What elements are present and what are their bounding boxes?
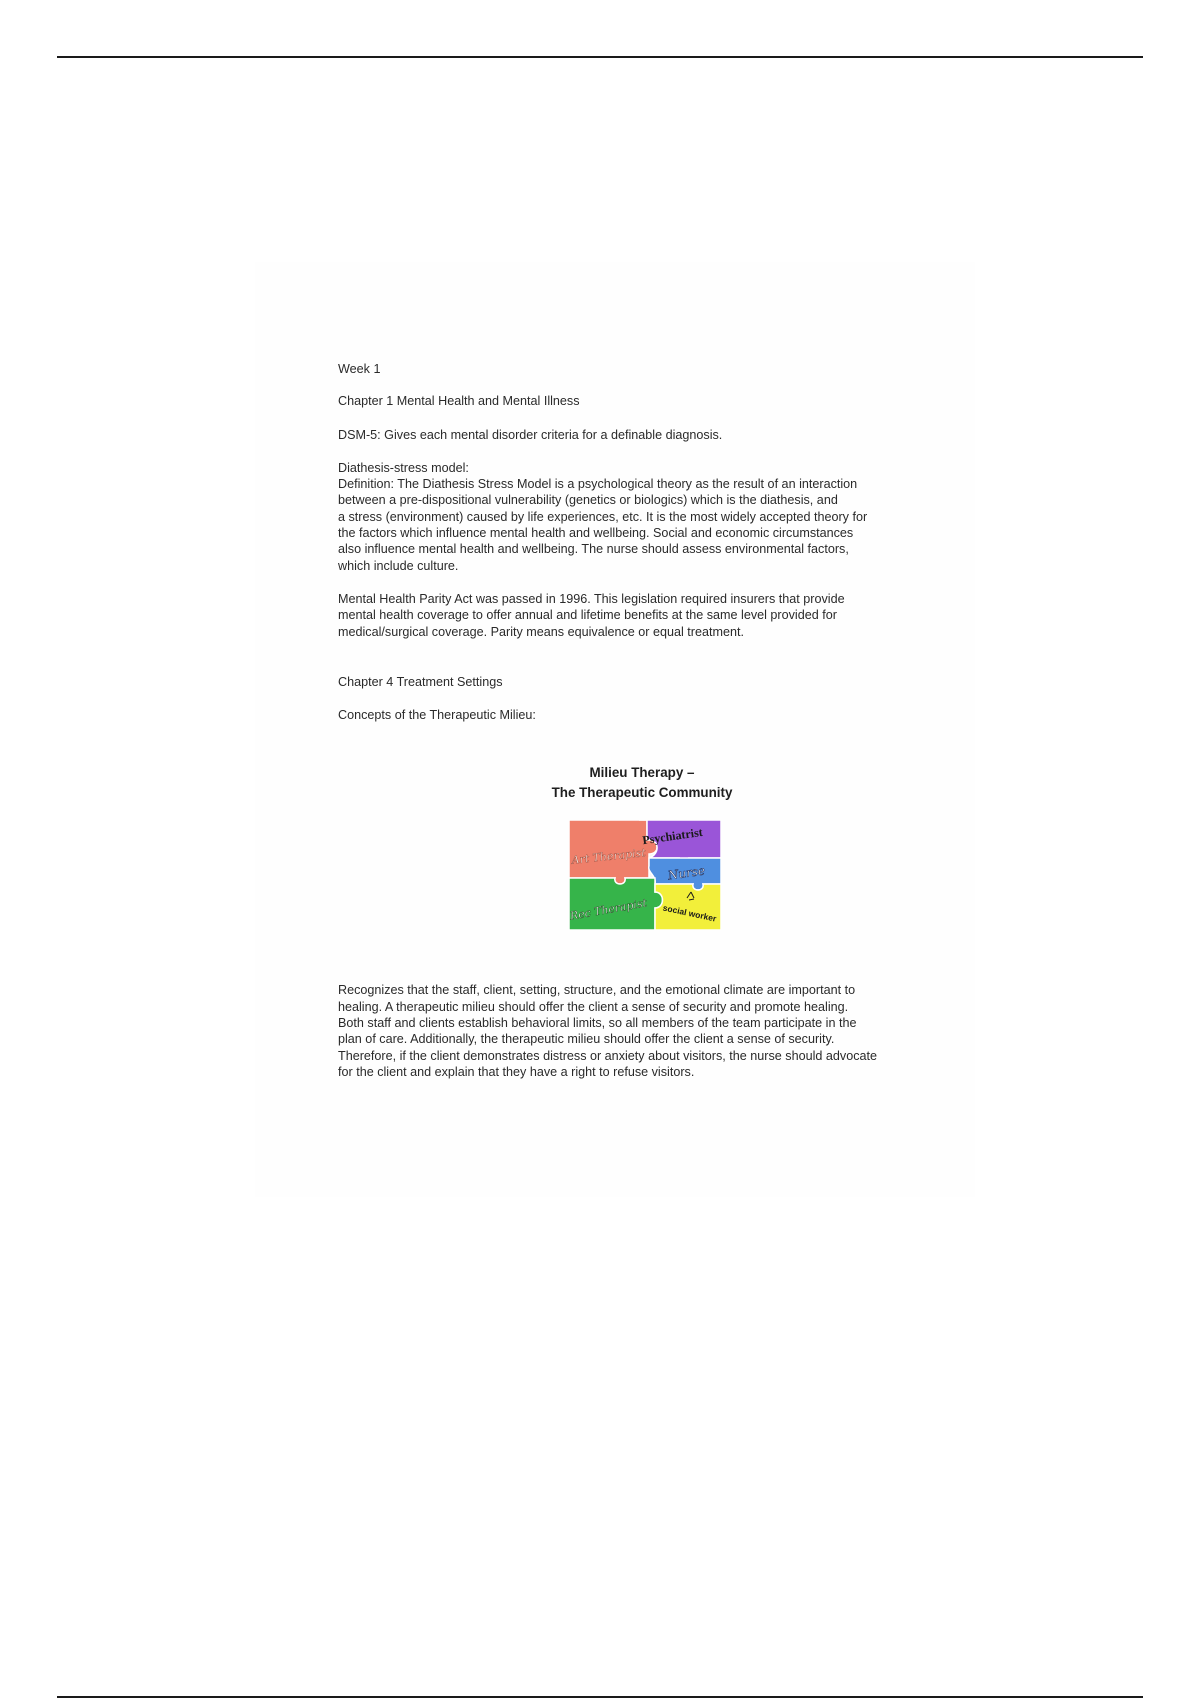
puzzle-label-art-therapist: Art Therapist — [570, 846, 647, 868]
parity-paragraph — [338, 591, 958, 640]
paragraph-line: Both staff and clients establish behavioral limits, so all members of the team participate in the — [338, 1016, 857, 1031]
paragraph-line: the factors which influence mental health and wellbeing. Social and economic circumstances — [338, 526, 854, 541]
puzzle-label-social-worker: social worker — [662, 902, 718, 925]
paragraph-line: between a pre-dispositional vulnerability (genetics or biologics) which is the diathesis, and — [338, 493, 838, 508]
chapter-1-heading: Chapter 1 Mental Health and Mental Illness — [338, 394, 580, 409]
chapter-4-heading: Chapter 4 Treatment Settings — [338, 674, 503, 689]
puzzle-label-nurse: Nurse — [667, 863, 706, 884]
puzzle-label-psychiatrist: Psychiatrist — [641, 825, 704, 848]
puzzle-svg — [569, 820, 721, 930]
paragraph-line: plan of care. Additionally, the therapeutic milieu should offer the client a sense of security. — [338, 1032, 835, 1047]
paragraph-line: for the client and explain that they have a right to refuse visitors. — [338, 1064, 695, 1079]
milieu-therapy-figure — [338, 763, 958, 930]
document-body — [338, 361, 958, 1080]
milieu-paragraph — [338, 982, 958, 1080]
dsm-definition: DSM-5: Gives each mental disorder criteria for a definable diagnosis. — [338, 427, 723, 442]
paragraph-line: healing. A therapeutic milieu should offer the client a sense of security and promote healing. — [338, 999, 849, 1014]
top-rule — [57, 56, 1143, 58]
figure-title-line-1: Milieu Therapy – — [589, 765, 695, 781]
paragraph-line: also influence mental health and wellbeing. The nurse should assess environmental factors, — [338, 542, 849, 557]
therapeutic-community-puzzle-image — [569, 820, 721, 930]
paragraph-line: a stress (environment) caused by life experiences, etc. It is the most widely accepted theory for — [338, 509, 868, 524]
week-label: Week 1 — [338, 362, 381, 376]
figure-title-line-2: The Therapeutic Community — [551, 784, 733, 800]
paragraph-line: Therefore, if the client demonstrates distress or anxiety about visitors, the nurse should advocate — [338, 1048, 878, 1063]
paragraph-line: Mental Health Parity Act was passed in 1996. This legislation required insurers that provide — [338, 591, 845, 606]
diathesis-heading: Diathesis-stress model: — [338, 460, 469, 475]
paragraph-line: Definition: The Diathesis Stress Model is a psychological theory as the result of an interaction — [338, 477, 858, 492]
paragraph-line: which include culture. — [338, 558, 459, 573]
paragraph-line: Recognizes that the staff, client, setting, structure, and the emotional climate are important to — [338, 983, 856, 998]
diathesis-paragraph — [338, 476, 958, 574]
milieu-concepts-heading: Concepts of the Therapeutic Milieu: — [338, 708, 536, 723]
paragraph-line: medical/surgical coverage. Parity means equivalence or equal treatment. — [338, 624, 745, 639]
paragraph-line: mental health coverage to offer annual and lifetime benefits at the same level provided for — [338, 608, 837, 623]
puzzle-label-rec-therapist: Rec Therapist — [569, 896, 648, 924]
bottom-rule — [57, 1696, 1143, 1698]
